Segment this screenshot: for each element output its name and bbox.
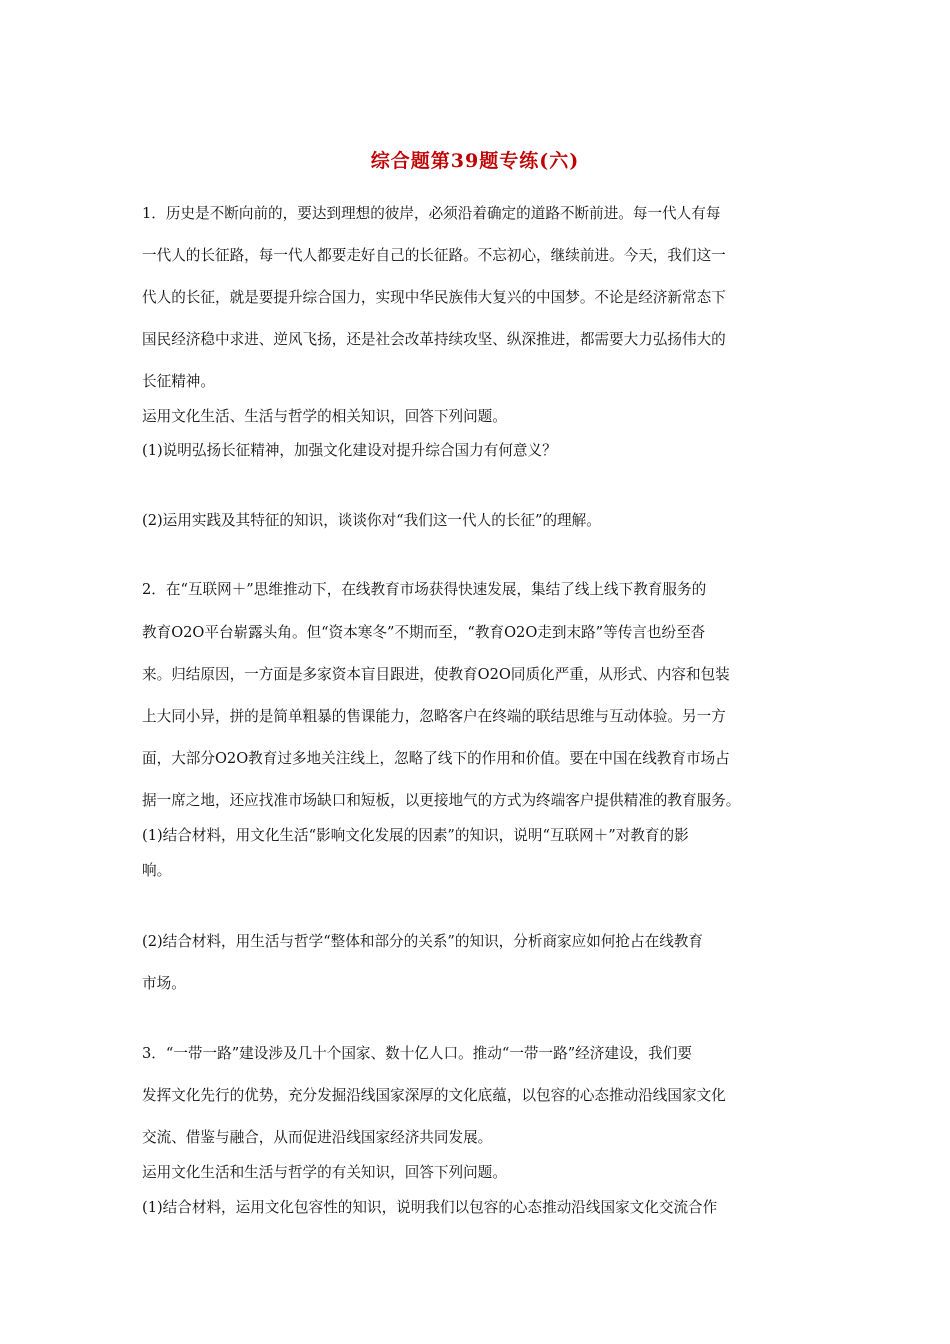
text-line: 代人的长征，就是要提升综合国力，实现中华民族伟大复兴的中国梦。不论是经济新常态下 <box>142 289 726 306</box>
text-line: 一代人的长征路，每一代人都要走好自己的长征路。不忘初心，继续前进。今天，我们这一 <box>142 247 726 264</box>
question-item: (2)结合材料，用生活与哲学“整体和部分的关系”的知识，分析商家应如何抢占在线教育 <box>142 933 703 950</box>
text-line: 长征精神。 <box>142 373 215 390</box>
text-line: 上大同小异，拼的是简单粗暴的售课能力，忽略客户在终端的联结思维与互动体验。另一方 <box>142 708 726 725</box>
text-line: 国民经济稳中求进、逆风飞扬，还是社会改革持续攻坚、纵深推进，都需要大力弘扬伟大的 <box>142 331 726 348</box>
question-item: (1)结合材料，用文化生活“影响文化发展的因素”的知识，说明“互联网＋”对教育的影 <box>142 827 689 844</box>
text-line: 交流、借鉴与融合，从而促进沿线国家经济共同发展。 <box>142 1129 493 1146</box>
text-line: 据一席之地，还应找准市场缺口和短板，以更接地气的方式为终端客户提供精准的教育服务。 <box>142 792 741 809</box>
text-line: 教育O2O平台崭露头角。但“资本寒冬”不期而至，“教育O2O走到末路”等传言也纷至沓 <box>142 624 706 641</box>
text-line: 响。 <box>142 862 172 879</box>
text-line: 发挥文化先行的优势，充分发掘沿线国家深厚的文化底蕴，以包容的心态推动沿线国家文化 <box>142 1087 726 1104</box>
text-line: 3．“一带一路”建设涉及几十个国家、数十亿人口。推动“一带一路”经济建设，我们要 <box>142 1045 692 1062</box>
question-item: (2)运用实践及其特征的知识，谈谈你对“我们这一代人的长征”的理解。 <box>142 512 601 529</box>
text-line: 来。归结原因，一方面是多家资本盲目跟进，使教育O2O同质化严重，从形式、内容和包装 <box>142 666 730 683</box>
text-line: 运用文化生活和生活与哲学的有关知识，回答下列问题。 <box>142 1164 507 1181</box>
text-line: 2．在“互联网＋”思维推动下，在线教育市场获得快速发展，集结了线上线下教育服务的 <box>142 581 707 598</box>
text-line: 面，大部分O2O教育过多地关注线上，忽略了线下的作用和价值。要在中国在线教育市场占 <box>142 750 730 767</box>
page-title: 综合题第39题专练(六) <box>370 150 580 172</box>
text-line: 运用文化生活、生活与哲学的相关知识，回答下列问题。 <box>142 408 507 425</box>
question-item: (1)结合材料，运用文化包容性的知识，说明我们以包容的心态推动沿线国家文化交流合作 <box>142 1199 718 1216</box>
question-item: (1)说明弘扬长征精神，加强文化建设对提升综合国力有何意义？ <box>142 442 557 459</box>
text-line: 1．历史是不断向前的，要达到理想的彼岸，必须沿着确定的道路不断前进。每一代人有每 <box>142 205 721 222</box>
text-line: 市场。 <box>142 975 186 992</box>
